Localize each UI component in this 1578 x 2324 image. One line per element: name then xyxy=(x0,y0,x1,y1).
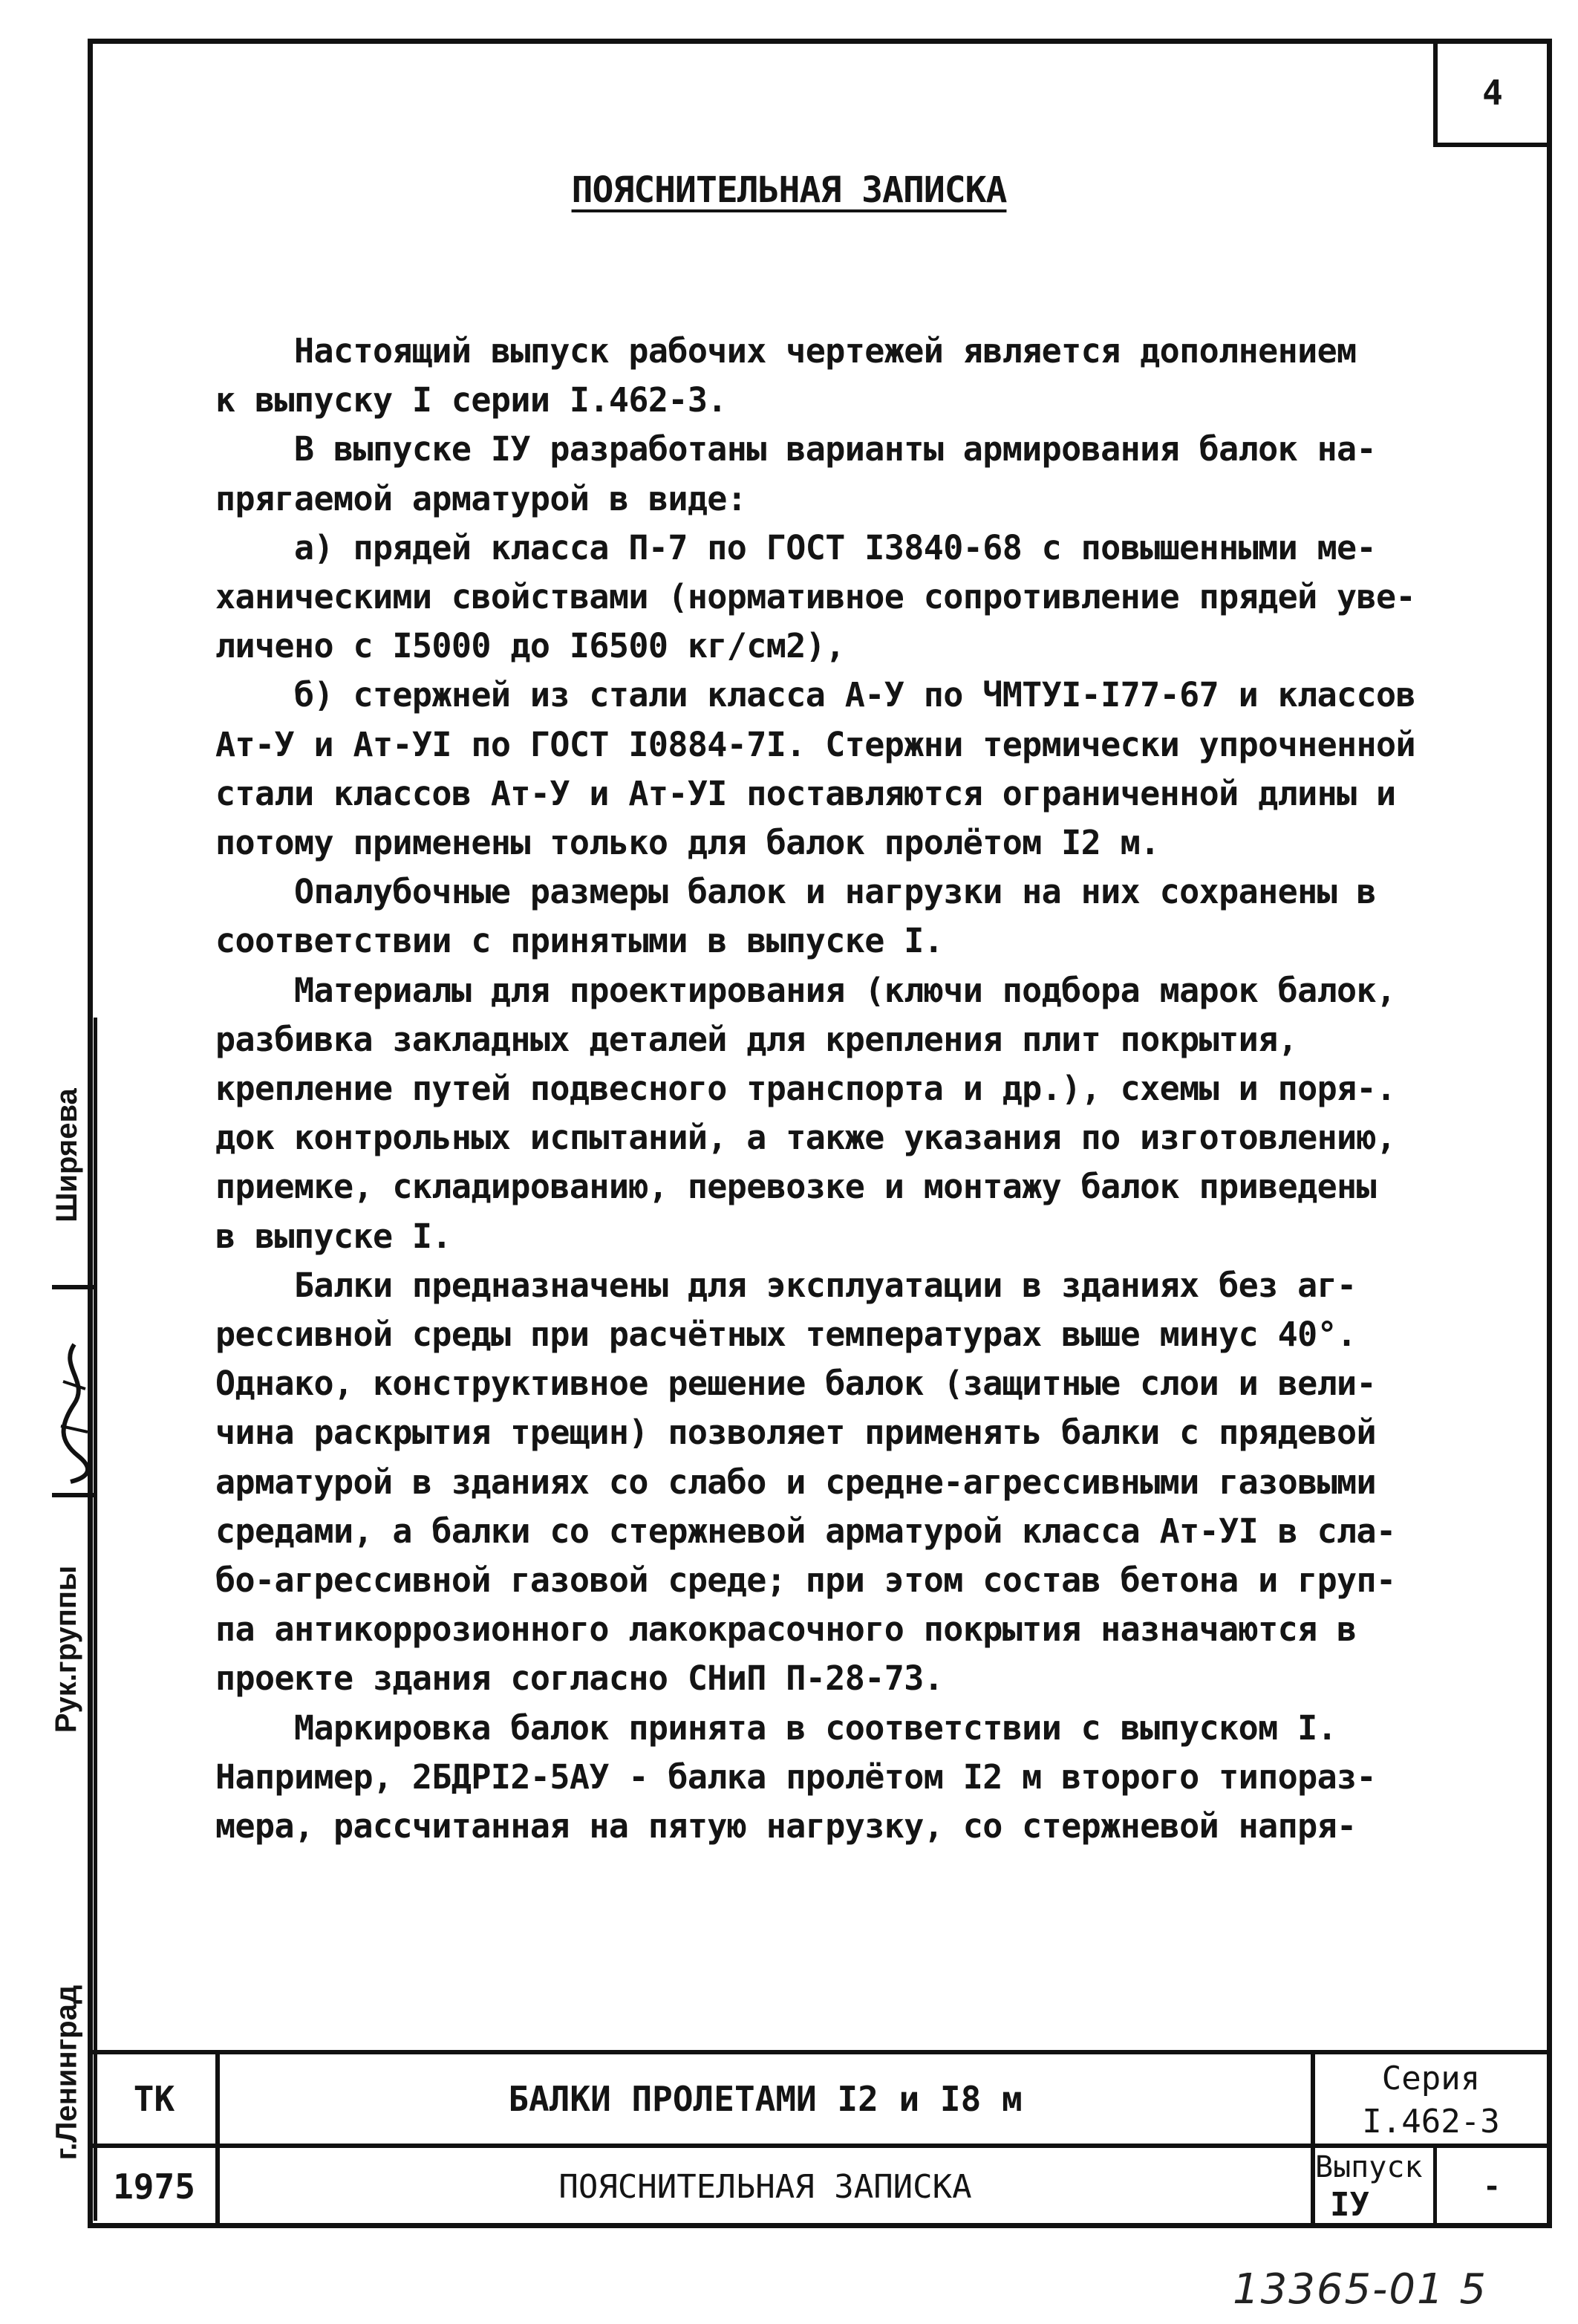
stamp-series-value: I.462-3 xyxy=(1362,2102,1500,2141)
stamp-org: ТК xyxy=(133,2079,175,2119)
body-line: Например, 2БДРI2-5АУ - балка пролётом I2 м второго типораз- xyxy=(215,1757,1377,1797)
body-line: Балки предназначены для эксплуатации в зданиях без аг- xyxy=(215,1265,1357,1305)
stamp-issue-label: Выпуск xyxy=(1315,2150,1423,2184)
body-line: потому применены только для балок пролётом I2 м. xyxy=(215,823,1160,863)
side-stamp-name xyxy=(37,1032,97,1277)
body-line: Опалубочные размеры балок и нагрузки на них сохранены в xyxy=(215,872,1377,912)
side-divider xyxy=(52,1493,94,1497)
stamp-year: 1975 xyxy=(113,2167,195,2207)
body-line: бо-агрессивной газовой среде; при этом состав бетона и груп- xyxy=(215,1560,1396,1601)
body-line: соответствии с принятыми в выпуске I. xyxy=(215,921,944,961)
stamp-subtitle: ПОЯСНИТЕЛЬНАЯ ЗАПИСКА xyxy=(558,2167,972,2206)
body-line: а) прядей класса П-7 по ГОСТ I3840-68 с повышенными ме- xyxy=(215,527,1377,567)
body-line: па антикоррозионного лакокрасочного покрытия назначаются в xyxy=(215,1609,1357,1650)
body-line: рессивной среды при расчётных температурах выше минус 40°. xyxy=(215,1315,1357,1355)
body-line: личено с I5000 до I6500 кг/см2), xyxy=(215,626,845,666)
body-line: арматурой в зданиях со слабо и средне-агрессивными газовыми xyxy=(215,1462,1377,1502)
inventory-number: 13365-01 5 xyxy=(1233,2265,1488,2314)
body-line: В выпуске IУ разработаны варианты армирования балок на- xyxy=(215,429,1377,469)
body-line: мера, рассчитанная на пятую нагрузку, со стержневой напря- xyxy=(215,1806,1357,1846)
frame-right xyxy=(1547,39,1552,2228)
body-line: док контрольных испытаний, а также указания по изготовлению, xyxy=(215,1118,1396,1158)
stamp-series-label: Серия xyxy=(1381,2059,1481,2097)
body-line: крепление путей подвесного транспорта и др.), схемы и поря-. xyxy=(215,1069,1396,1109)
page-title: ПОЯСНИТЕЛЬНАЯ ЗАПИСКА xyxy=(571,169,1007,211)
body-line: ханическими свойствами (нормативное сопротивление прядей уве- xyxy=(215,577,1416,617)
body-line: разбивка закладных деталей для крепления плит покрытия, xyxy=(215,1019,1298,1059)
body-line: к выпуску I серии I.462-3. xyxy=(215,380,727,420)
side-divider xyxy=(52,1285,94,1289)
body-line: Однако, конструктивное решение балок (защитные слои и вели- xyxy=(215,1364,1377,1404)
body-line: Настоящий выпуск рабочих чертежей является дополнением xyxy=(215,331,1357,371)
body-line: чина раскрытия трещин) позволяет применять балки с прядевой xyxy=(215,1413,1377,1453)
stamp-mark: - xyxy=(1482,2170,1502,2204)
body-line: б) стержней из стали класса А-У по ЧМТУI-I77-67 и классов xyxy=(215,675,1416,715)
body-line: проекте здания согласно СНиП П-28-73. xyxy=(215,1659,944,1699)
body-line: средами, а балки со стержневой арматурой класса Ат-УI в сла- xyxy=(215,1511,1396,1551)
body-line: Материалы для проектирования (ключи подбора марок балок, xyxy=(215,970,1396,1010)
signature-icon xyxy=(45,1337,104,1485)
body-line: стали классов Ат-У и Ат-УI поставляются ограниченной длины и xyxy=(215,773,1396,813)
side-stamp-group-head xyxy=(37,1508,97,1790)
body-line: в выпуске I. xyxy=(215,1216,451,1256)
stamp-title: БАЛКИ ПРОЛЕТАМИ I2 и I8 м xyxy=(508,2079,1023,2119)
body-line: Ат-У и Ат-УI по ГОСТ I0884-7I. Стержни термически упрочненной xyxy=(215,724,1416,764)
side-city-text: г.Ленинград xyxy=(50,1985,83,2160)
side-group-head-text: Рук.группы xyxy=(50,1565,83,1733)
side-name-text: Ширяева xyxy=(50,1087,83,1223)
frame-top xyxy=(88,39,1552,44)
stamp-issue-value: IУ xyxy=(1330,2185,1369,2224)
page-number: 4 xyxy=(1482,73,1503,113)
body-text xyxy=(215,327,1485,1851)
body-line: Маркировка балок принята в соответствии с выпуском I. xyxy=(215,1708,1337,1748)
body-line: прягаемой арматурой в виде: xyxy=(215,478,747,518)
body-line: приемке, складированию, перевозке и монтажу балок приведены xyxy=(215,1167,1377,1207)
side-stamp-city xyxy=(37,1916,97,2228)
